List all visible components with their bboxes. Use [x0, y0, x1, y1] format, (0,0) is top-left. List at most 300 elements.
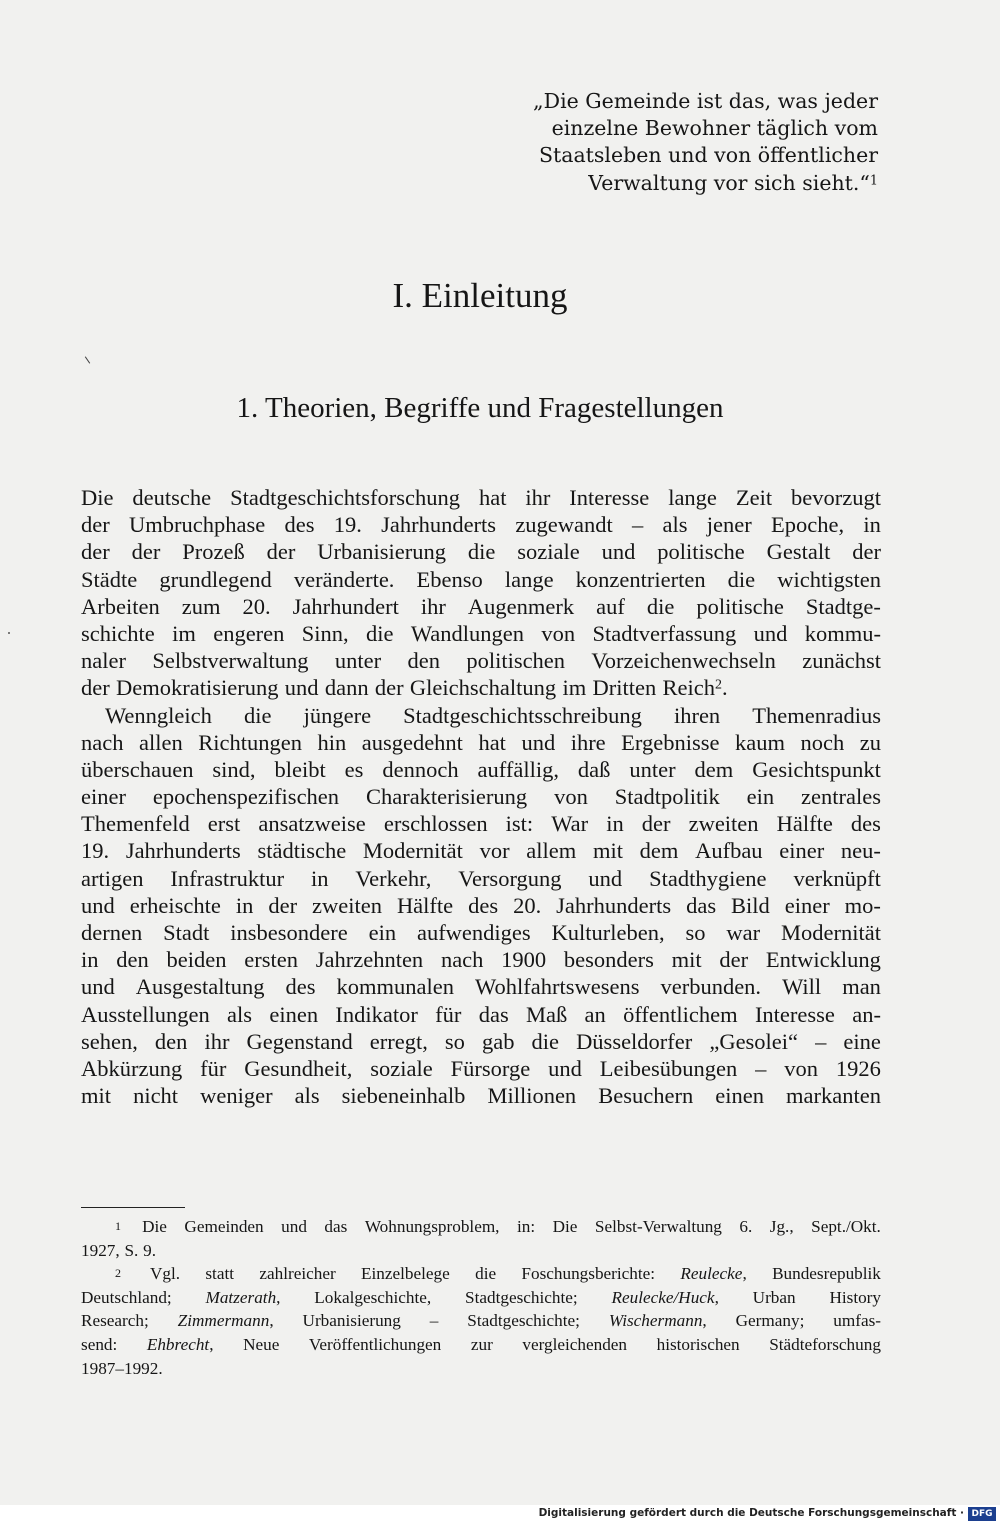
word: ein [746, 784, 775, 810]
word: siebeneinhalb [341, 1083, 466, 1109]
word: von [541, 620, 576, 646]
epigraph [518, 88, 878, 197]
word: unter [334, 648, 382, 674]
word: send: [81, 1334, 118, 1354]
word: zum [181, 593, 221, 619]
word: politische [696, 593, 784, 619]
word: nicht [133, 1083, 179, 1109]
word: neu- [840, 838, 881, 864]
word: Themenradius [752, 702, 881, 728]
word: der [852, 539, 881, 565]
word: Dritten [592, 675, 657, 701]
word: Wenngleich [105, 702, 212, 728]
word: einen [269, 1001, 319, 1027]
word: Stadtgeschichtsschreibung [403, 702, 642, 728]
word: den [154, 1028, 188, 1054]
word: in: [516, 1217, 536, 1236]
word: des [284, 512, 315, 538]
footnotes [81, 1215, 881, 1380]
word: einen [715, 1083, 764, 1109]
word: 19. [81, 838, 110, 864]
word: Stadtgeschichte; [467, 1311, 580, 1331]
text-line [81, 837, 881, 864]
word: zur [470, 1334, 493, 1354]
text-line [81, 647, 881, 674]
word: zahlreicher [259, 1264, 336, 1284]
word: Maß [526, 1001, 568, 1027]
word: Will [782, 974, 822, 1000]
word: die [366, 620, 394, 646]
text-line [81, 973, 881, 1000]
footnote-line [81, 1239, 881, 1263]
word: allen [138, 729, 183, 755]
word: mit [671, 947, 702, 973]
footnote-line [81, 1309, 881, 1333]
footnote-rule [81, 1207, 185, 1208]
word: der [81, 539, 110, 565]
word: zentrales [801, 784, 881, 810]
word: Besuchern [598, 1083, 694, 1109]
word: die [531, 1028, 560, 1054]
word: Aufbau [695, 838, 763, 864]
word: Stadt [163, 920, 210, 945]
word: und [588, 865, 623, 891]
word: kommu- [804, 620, 881, 646]
word: die [244, 702, 272, 728]
digitization-footer [0, 1505, 1000, 1524]
word: für [435, 1001, 462, 1027]
word: und [601, 539, 636, 565]
text-line [81, 702, 881, 729]
word: den [116, 947, 149, 973]
word: sind, [212, 756, 256, 782]
text-line [81, 620, 881, 647]
word: ersten [244, 947, 298, 973]
word: historischen [656, 1334, 740, 1354]
word: Gemeinden [184, 1217, 264, 1236]
word: der [719, 947, 749, 973]
word: Research; [81, 1311, 149, 1331]
word: 1926 [835, 1055, 881, 1081]
word: insbesondere [230, 920, 348, 945]
word: Modernität [781, 920, 881, 945]
word: ist: [505, 811, 534, 837]
word: der [81, 512, 110, 538]
word: – [815, 1028, 827, 1054]
paragraph [81, 484, 881, 702]
word: Ehbrecht, [146, 1334, 214, 1354]
punctuation: . [721, 675, 728, 701]
word: Veröffentlichungen [308, 1334, 442, 1354]
footnote-number: 2 [115, 1266, 122, 1281]
word: 9. [143, 1240, 157, 1260]
section-title: 1. Theorien, Begriffe und Fragestellungen [236, 392, 724, 424]
text-line [81, 538, 881, 565]
word: Selbst-Verwaltung [594, 1217, 722, 1236]
word: in [81, 947, 99, 973]
footnote-line [81, 1333, 881, 1357]
word: erschlossen [383, 811, 488, 837]
word: deutsche [132, 485, 212, 510]
word: Stadtpolitik [614, 784, 720, 810]
paragraph [81, 702, 881, 1110]
word: mo- [844, 892, 881, 918]
footnote-ref: 2 [715, 678, 722, 694]
word: Prozeß [182, 539, 245, 565]
word: Infrastruktur [170, 865, 285, 891]
word: grundlegend [159, 566, 272, 592]
word: die [475, 1264, 497, 1284]
word: veränderte. [293, 566, 395, 592]
word: 1900 [501, 947, 547, 973]
word: Charakterisierung [365, 784, 528, 810]
footnote-line [81, 1215, 881, 1239]
word: einer [784, 892, 830, 918]
word: der [374, 675, 404, 701]
word: als [227, 1001, 253, 1027]
word: 1987–1992. [81, 1358, 163, 1378]
word: Wandlungen [410, 620, 525, 646]
word: Städteforschung [769, 1334, 881, 1354]
word: des [850, 811, 881, 837]
word: Abkürzung [81, 1055, 183, 1081]
text-line [81, 756, 881, 783]
word: der [641, 811, 671, 837]
body-text [81, 484, 881, 1109]
word: ausgedehnt [361, 729, 463, 755]
word: einer [81, 784, 126, 810]
word: Jahrhundert [292, 593, 399, 619]
word: die [646, 593, 675, 619]
word: von [554, 784, 588, 810]
word: an- [852, 1001, 881, 1027]
word: jener [706, 512, 752, 538]
word: artigen [81, 865, 144, 891]
word: vergleichenden [522, 1334, 628, 1354]
word: kommunalen [336, 974, 455, 1000]
word: im [172, 620, 196, 646]
text-line [81, 1082, 881, 1109]
word: Ausstellungen [81, 1001, 210, 1027]
word: Jahrhunderts [125, 838, 241, 864]
word: überschauen [81, 756, 194, 782]
word: als [294, 1083, 320, 1109]
word: der [81, 675, 110, 701]
word: der [131, 539, 161, 565]
word: zweiten [688, 811, 759, 837]
word: das [478, 1001, 509, 1027]
word: bevorzugt [791, 485, 881, 510]
word: hat [478, 729, 506, 755]
word: Modernität [362, 838, 463, 864]
word: Bild [731, 892, 770, 918]
word: und [548, 1055, 582, 1081]
word: und [521, 729, 556, 755]
word: Stadtge- [805, 593, 881, 619]
word: Die [142, 1217, 167, 1236]
word: zweiten [312, 892, 382, 918]
word: ihr [420, 593, 446, 619]
word: erheischte [129, 892, 221, 918]
word: so [444, 1028, 465, 1054]
word: der [266, 539, 296, 565]
word: so [685, 920, 706, 945]
word: Jahrzehnten [315, 947, 424, 973]
word: man [842, 974, 881, 1000]
word: Foschungsberichte: [521, 1264, 656, 1284]
word: aufwendiges [416, 920, 531, 945]
word: einer [779, 838, 825, 864]
word: Hälfte [776, 811, 833, 837]
word: Gegenstand [246, 1028, 353, 1054]
word: erst [207, 811, 241, 837]
funding-note: Digitalisierung gefördert durch die Deutsche Forschungsgemeinschaft · [538, 1507, 964, 1519]
word: Ergebnisse [621, 729, 720, 755]
word: soziale [517, 539, 580, 565]
word: noch [800, 729, 845, 755]
footnote-line [81, 1357, 881, 1381]
word: Reich$^2$. [662, 675, 728, 701]
epigraph-text: Verwaltung vor sich sieht.“ [588, 170, 870, 195]
text-line [81, 892, 881, 919]
word: hat [478, 485, 507, 510]
word: Gestalt [766, 539, 831, 565]
word: Interesse [754, 1001, 835, 1027]
word: Versorgung [458, 865, 562, 891]
word: kaum [735, 729, 785, 755]
word: lange [668, 485, 717, 510]
footnote-line [81, 1262, 881, 1286]
word: und [753, 620, 788, 646]
word: an [584, 1001, 606, 1027]
word: zunächst [802, 648, 881, 674]
word: Wohnungsproblem, [364, 1217, 500, 1236]
word: vor [479, 838, 510, 864]
footnote-ref: 1 [869, 171, 878, 187]
word: ihr [525, 485, 551, 510]
word: Zimmermann, [177, 1311, 274, 1331]
text-line [81, 1055, 881, 1082]
word: Entwicklung [765, 947, 881, 973]
text-line [81, 783, 881, 810]
chapter-title: I. Einleitung [392, 276, 568, 315]
word: Vorzeichenwechseln [591, 648, 776, 674]
word: Wischermann, [608, 1311, 707, 1331]
word: des [468, 892, 499, 918]
word: lange [504, 566, 554, 592]
word: ein [368, 920, 397, 945]
word: dernen [81, 920, 143, 945]
text-line [81, 566, 881, 593]
word: politischen [466, 648, 566, 674]
word: wichtigsten [777, 566, 881, 592]
word: daß [577, 756, 611, 782]
word: Wohlfahrtswesens [475, 974, 640, 1000]
word: – [632, 512, 644, 538]
word: als [662, 512, 688, 538]
word: ihr [204, 1028, 230, 1054]
word: Vgl. [149, 1264, 181, 1284]
word: Germany; [735, 1311, 805, 1331]
word: Gleichschaltung [409, 675, 557, 701]
word: den [407, 648, 440, 674]
word: erregt, [369, 1028, 428, 1054]
word: war [726, 920, 761, 945]
word: Urban [752, 1287, 796, 1307]
word: des [285, 974, 316, 1000]
dfg-logo: DFG [968, 1507, 996, 1521]
word: 20. [513, 892, 542, 918]
word: naler [81, 648, 126, 674]
word: 20. [242, 593, 271, 619]
word: das [324, 1217, 348, 1236]
word: die [467, 539, 496, 565]
word: Richtungen [198, 729, 302, 755]
text-line [81, 810, 881, 837]
word: 19. [333, 512, 362, 538]
word: dennoch [382, 756, 459, 782]
word: in [863, 512, 881, 538]
word: Urbanisierung [317, 539, 446, 565]
word: weniger [200, 1083, 273, 1109]
word: die [727, 566, 756, 592]
word: ihre [570, 729, 606, 755]
word: gab [481, 1028, 515, 1054]
text-line [81, 919, 881, 946]
word: Deutschland; [81, 1287, 172, 1307]
word: beiden [166, 947, 227, 973]
stray-mark [85, 356, 90, 363]
word: Umbruchphase [128, 512, 266, 538]
word: mit [592, 838, 623, 864]
word: von [784, 1055, 818, 1081]
word: auf [596, 593, 625, 619]
word: in [235, 892, 254, 918]
footnote-number: 1 [115, 1219, 122, 1233]
word: Lokalgeschichte, [314, 1287, 432, 1307]
word: Verkehr, [355, 865, 432, 891]
word: Zeit [735, 485, 773, 510]
word: und [81, 892, 115, 918]
word: History [829, 1287, 881, 1307]
word: Sinn, [301, 620, 349, 646]
word: Sept./Okt. [811, 1217, 881, 1236]
word: soziale [370, 1055, 433, 1081]
word: konzentrierten [575, 566, 706, 592]
word: jüngere [303, 702, 372, 728]
epigraph-line: „Die Gemeinde ist das, was jeder [533, 89, 878, 113]
word: Einzelbelege [361, 1264, 450, 1284]
word: dem [694, 756, 734, 782]
word: verbunden. [660, 974, 762, 1000]
text-line [81, 674, 881, 701]
word: und [281, 1217, 307, 1236]
word: engeren [213, 620, 285, 646]
word: bleibt [274, 756, 326, 782]
word: Ausgestaltung [135, 974, 265, 1000]
word: Gesundheit, [244, 1055, 353, 1081]
word: Matzerath, [205, 1287, 281, 1307]
word: Urbanisierung [302, 1311, 401, 1331]
word: schichte [81, 620, 155, 646]
word: ansatzweise [258, 811, 366, 837]
word: Die [552, 1217, 578, 1236]
text-line [81, 593, 881, 620]
word: War [551, 811, 589, 837]
word: Epoche, [771, 512, 845, 538]
word: markanten [786, 1083, 881, 1109]
word: ihren [673, 702, 721, 728]
word: – [429, 1311, 439, 1331]
word: Demokratisierung [116, 675, 279, 701]
epigraph-line: einzelne Bewohner täglich vom [551, 116, 878, 141]
word: Indikator [335, 1001, 418, 1027]
word: S. [124, 1240, 139, 1260]
word: Augenmerk [467, 593, 575, 619]
word: im [562, 675, 587, 701]
word: für [200, 1055, 227, 1081]
word: Arbeiten [81, 593, 160, 619]
word: Selbstverwaltung [152, 648, 309, 674]
word: – [755, 1055, 767, 1081]
word: umfas- [833, 1311, 881, 1331]
word: Themenfeld [81, 811, 190, 837]
word: Stadtgeschichte; [465, 1287, 578, 1307]
word: auffällig, [477, 756, 559, 782]
word: in [310, 865, 329, 891]
word: öffentlichem [623, 1001, 738, 1027]
word: nach [440, 947, 484, 973]
word: Leibesübungen [599, 1055, 738, 1081]
word: besonders [563, 947, 654, 973]
word: Neue [243, 1334, 280, 1354]
word: Bundesrepublik [772, 1264, 881, 1284]
epigraph-line: Staatsleben und von öffentlicher [538, 143, 878, 168]
word: und [81, 974, 115, 1000]
word: Jahrhunderts [556, 892, 672, 918]
word: allem [526, 838, 577, 864]
text-line [81, 1028, 881, 1055]
word: Kulturleben, [551, 920, 665, 945]
word: dem [639, 838, 679, 864]
word: Stadthygiene [649, 865, 767, 891]
stray-dot [8, 632, 10, 634]
word: Jg., [769, 1217, 794, 1236]
word: statt [205, 1264, 235, 1284]
text-line [81, 729, 881, 756]
word: Hälfte [396, 892, 454, 918]
word: unter [629, 756, 676, 782]
text-line [81, 484, 881, 511]
word: Jahrhunderts [381, 512, 497, 538]
word: das [686, 892, 717, 918]
text-line [81, 946, 881, 973]
word: Ebenso [416, 566, 483, 592]
word: epochenspezifischen [152, 784, 340, 810]
word: „Gesolei“ [709, 1028, 799, 1054]
epigraph-line [518, 170, 878, 197]
word: nach [81, 729, 124, 755]
footnote-line [81, 1286, 881, 1310]
word: Düsseldorfer [576, 1028, 693, 1054]
word: 1927, [81, 1240, 120, 1260]
word: 6. [739, 1217, 753, 1236]
word: sehen, [81, 1028, 138, 1054]
word: Die [81, 485, 114, 510]
word: in [606, 811, 624, 837]
word: es [344, 756, 364, 782]
word: politische [657, 539, 745, 565]
